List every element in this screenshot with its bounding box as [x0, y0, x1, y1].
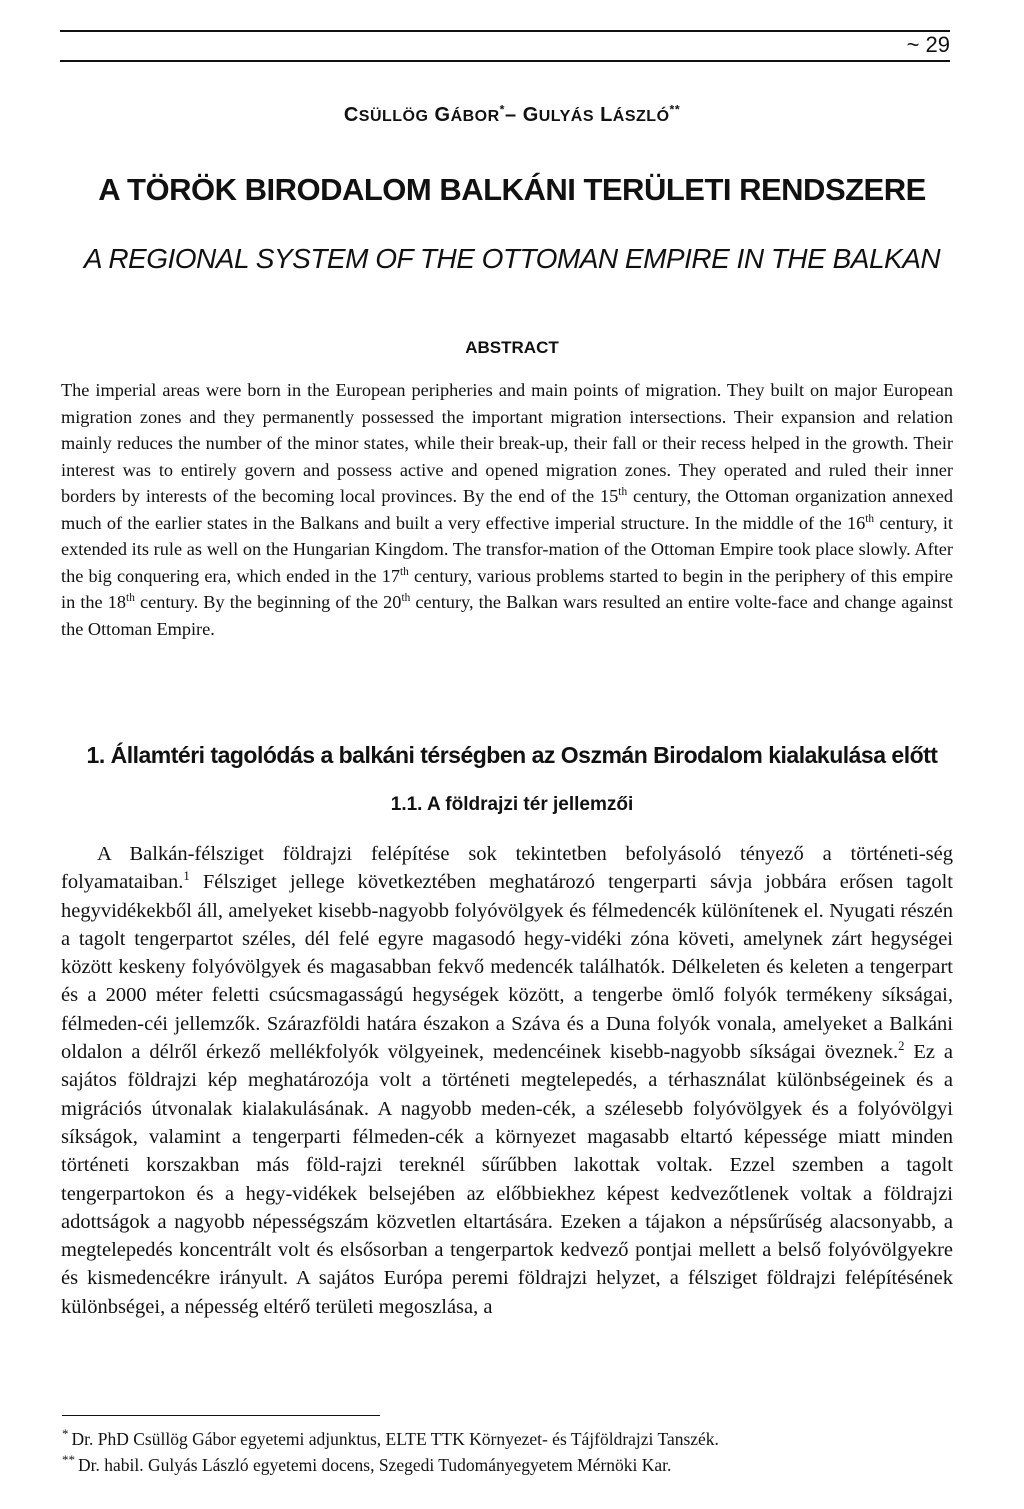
author2-given-rest: ÁSZLÓ — [612, 108, 670, 125]
footnote-1-text: Dr. PhD Csüllög Gábor egyetemi adjunktus, ELTE TTK Környezet- és Tájföldrajzi Tanszék. — [71, 1429, 719, 1449]
author1-surname-rest: SÜLLÖG — [358, 108, 429, 125]
body-part-3: Ez a sajátos földrajzi kép meghatározója volt a történeti megtelepedés, a térhasználat különbségeinek és a migrációs útvonalak kialakulásának. A nagyobb meden-cék, a szélesebb folyóvölgyek és a folyóvölgyi síkságok, valamint a tengerparti félmeden-cék a környezet magasabb eltartó képessége miatt minden történeti korszakban más föld-rajzi tereknél sűrűbben lakottak voltak. Ezzel szemben a tagolt tengerpartokon és a hegy-vidékek belsejében az előbbiekhez képest kedvezőtlenek voltak a földrajzi adottságok a nagyobb népességszám közvetlen eltartására. Ezeken a tájakon a népsűrűség alacsonyabb, a megtelepedés koncentrált volt és elsősorban a tengerpartok kedvező pontjai mellett a belső folyóvölgyekre és kismedencékre irányult. A sajátos Európa peremi földrajzi helyzet, a félsziget földrajzi felépítésének különbségei, a népesség eltérő területi megoszlása, a — [61, 1041, 953, 1318]
footnote-separator — [62, 1415, 380, 1416]
abstract-sup-5: th — [401, 591, 411, 604]
abstract-sup-2: th — [865, 512, 875, 525]
body-paragraph — [61, 840, 953, 1321]
body-part-1: A Balkán-félsziget földrajzi felépítése sok tekintetben befolyásoló tényező a történeti-ség folyamataiban. — [61, 843, 953, 894]
abstract-part-3: century, it extended its rule as well on the Hungarian Kingdom. The transfor-mation of the Ottoman Empire took place slowly. After the big conquering era, which ended in the 17 — [61, 512, 953, 586]
title-english: A REGIONAL SYSTEM OF THE OTTOMAN EMPIRE IN THE BALKAN — [83, 243, 941, 274]
abstract-part-6: century, the Balkan wars resulted an entire volte-face and change against the Ottoman Empire. — [61, 592, 953, 639]
abstract-part-5: century. By the beginning of the 20 — [134, 592, 402, 612]
subsection-heading: 1.1. A földrajzi tér jellemzői — [390, 794, 634, 815]
abstract-part-2: century, the Ottoman organization annexed much of the earlier states in the Balkans and built a very effective imperial structure. In the middle of the 16 — [61, 486, 953, 533]
section-heading: 1. Államtéri tagolódás a balkáni térségben az Oszmán Birodalom kialakulása előtt — [86, 742, 938, 768]
footnote-1-mark: * — [62, 1426, 69, 1442]
authors-separator: – — [505, 104, 523, 126]
author1-given-initial: G — [434, 104, 451, 126]
abstract-heading: ABSTRACT — [465, 338, 559, 357]
page-number: ~ 29 — [906, 32, 950, 57]
footnote-2 — [62, 1454, 962, 1476]
authors-line — [0, 104, 1024, 127]
author2-surname-rest: ULYÁS — [538, 108, 595, 125]
abstract-sup-1: th — [618, 485, 628, 498]
body-part-2: Félsziget jellege következtében meghatározó tengerparti sávja jobbára erősen tagolt hegyvidékekből áll, amelyeket kisebb-nagyobb folyóvölgyek és félmedencék különítenek el. Nyugati részén a tagolt tengerpartot széles, dél felé egyre magasodó hegy-vidéki zóna követi, amelynek zárt hegységei között keskeny folyóvölgyek és magasabban fekvő medencék találhatók. Délkeleten és keleten a tengerpart és a 2000 méter feletti csúcsmagasságú hegységek között, a tengerbe ömlő folyók termékeny síkságai, félmeden-céi jellemzők. Szárazföldi határa északon a Száva és a Duna folyók vonala, amelyeket a Balkáni oldalon a délről érkező mellékfolyók völgyeinek, medencéinek kisebb-nagyobb síkságai öveznek. — [61, 871, 953, 1064]
author2-given-initial: L — [600, 104, 613, 126]
abstract-part-1: The imperial areas were born in the European peripheries and main points of migration. They built on major European migration zones and they permanently possessed the important migration intersections. Their expansion and relation mainly reduces the number of the minor states, while their break-up, their fall or their recess helped in the growth. Their interest was to entirely govern and possess active and opened migration zones. They operated and ruled their inner borders by interests of the becoming local provinces. By the end of the 15 — [61, 380, 953, 506]
author2-footnote-mark: ** — [669, 102, 681, 117]
author1-given-rest: ÁBOR — [450, 108, 500, 125]
footnote-2-text: Dr. habil. Gulyás László egyetemi docens, Szegedi Tudományegyetem Mérnöki Kar. — [78, 1455, 672, 1475]
abstract-sup-4: th — [126, 591, 135, 604]
author1-footnote-mark: * — [499, 102, 505, 117]
footnote-ref-1: 1 — [183, 869, 190, 884]
author1-initial: C — [343, 104, 359, 126]
title-hungarian: A TÖRÖK BIRODALOM BALKÁNI TERÜLETI RENDSZERE — [98, 172, 926, 207]
abstract-text — [61, 377, 953, 642]
abstract-sup-3: th — [400, 565, 409, 578]
footnote-1 — [62, 1428, 962, 1450]
footnote-ref-2: 2 — [898, 1039, 905, 1054]
header-top-rule — [60, 30, 950, 32]
header-bottom-rule — [60, 60, 950, 62]
footnote-2-mark: ** — [62, 1452, 75, 1468]
abstract-part-4: century, various problems started to begin in the periphery of this empire in the 18 — [61, 565, 953, 612]
author2-initial: G — [522, 104, 539, 126]
